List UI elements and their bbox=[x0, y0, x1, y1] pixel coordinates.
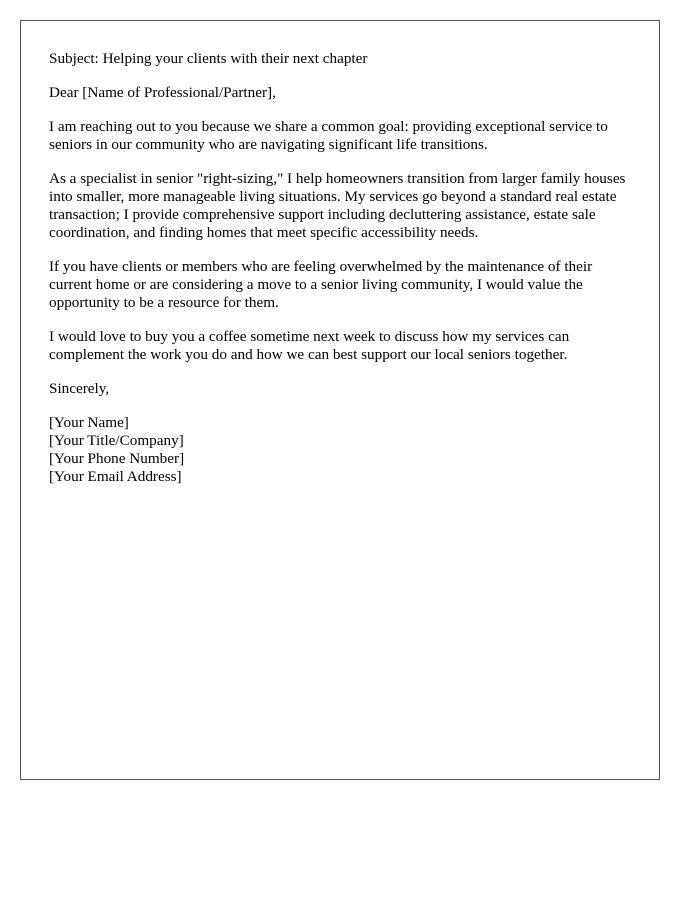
signature-name: [Your Name] bbox=[49, 414, 129, 431]
letter-paragraph: As a specialist in senior "right-sizing," I help homeowners transition from larger family houses into smaller, more manageable living situations. My services go beyond a standard real estate transaction; I provide comprehensive support including decluttering assistance, estate sale coordination, and finding homes that meet specific accessibility needs. bbox=[49, 170, 626, 241]
letter-paragraph: If you have clients or members who are feeling overwhelmed by the maintenance of their current home or are considering a move to a senior living community, I would value the opportunity to be a resource for them. bbox=[49, 258, 593, 311]
letter-paragraph: I would love to buy you a coffee sometime next week to discuss how my services can complement the work you do and how we can best support our local seniors together. bbox=[49, 328, 570, 363]
signature-block bbox=[49, 414, 631, 486]
signature-phone: [Your Phone Number] bbox=[49, 450, 185, 467]
letter-paragraph: I am reaching out to you because we share a common goal: providing exceptional service to seniors in our community who are navigating significant life transitions. bbox=[49, 118, 608, 153]
letter-page bbox=[20, 20, 660, 780]
signature-email: [Your Email Address] bbox=[49, 468, 182, 485]
letter-subject: Subject: Helping your clients with their next chapter bbox=[49, 50, 368, 67]
letter-greeting: Dear [Name of Professional/Partner], bbox=[49, 84, 276, 101]
letter-closing: Sincerely, bbox=[49, 380, 110, 397]
signature-title-company: [Your Title/Company] bbox=[49, 432, 184, 449]
